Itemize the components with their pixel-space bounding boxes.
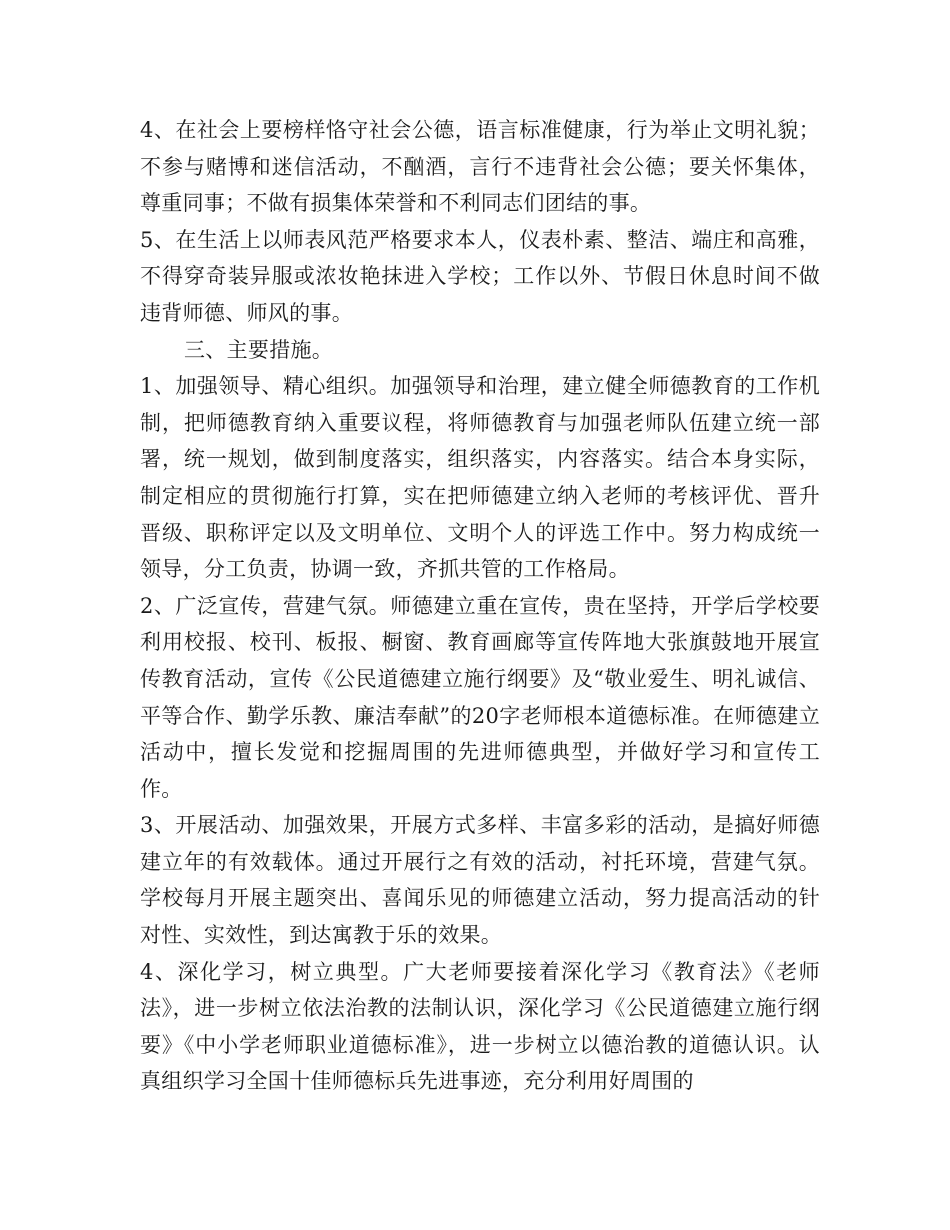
paragraph-activities: 3、开展活动、加强效果，开展方式多样、丰富多彩的活动，是搞好师德建立年的有效载体。通过开展行之有效的活动，衬托环境，营建气氛。学校每月开展主题突出、喜闻乐见的师德建立活动，努力提高活动的针对性、实效性，到达寓教于乐的效果。 [140,813,820,948]
paragraph-life-conduct: 5、在生活上以师表风范严格要求本人，仪表朴素、整洁、端庄和高雅，不得穿奇装异服或浓妆艳抹进入学校；工作以外、节假日休息时间不做违背师德、师风的事。 [140,227,820,325]
document-body [140,112,820,1100]
paragraph-study-models: 4、深化学习，树立典型。广大老师要接着深化学习《教育法》《老师法》，进一步树立依法治教的法制认识，深化学习《公民道德建立施行纲要》《中小学老师职业道德标准》，进一步树立以德治教的道德认识。认真组织学习全国十佳师德标兵先进事迹，充分利用好周围的 [140,959,820,1094]
section-heading-main-measures: 三、主要措施。 [184,337,334,362]
paragraph-leadership: 1、加强领导、精心组织。加强领导和治理，建立健全师德教育的工作机制，把师德教育纳入重要议程，将师德教育与加强老师队伍建立统一部署，统一规划，做到制度落实，组织落实，内容落实。结合本身实际，制定相应的贯彻施行打算，实在把师德建立纳入老师的考核评优、晋升晋级、职称评定以及文明单位、文明个人的评选工作中。努力构成统一领导，分工负责，协调一致，齐抓共管的工作格局。 [140,374,820,582]
paragraph-social-ethics: 4、在社会上要榜样恪守社会公德，语言标准健康，行为举止文明礼貌；不参与赌博和迷信活动，不酗酒，言行不违背社会公德；要关怀集体，尊重同事；不做有损集体荣誉和不利同志们团结的事。 [140,118,820,216]
paragraph-publicity: 2、广泛宣传，营建气氛。师德建立重在宣传，贵在坚持，开学后学校要利用校报、校刊、板报、橱窗、教育画廊等宣传阵地大张旗鼓地开展宣传教育活动，宣传《公民道德建立施行纲要》及“敬业爱生、明礼诚信、平等合作、勤学乐教、廉洁奉献”的20字老师根本道德标准。在师德建立活动中，擅长发觉和挖掘周围的先进师德典型，并做好学习和宣传工作。 [140,593,820,801]
